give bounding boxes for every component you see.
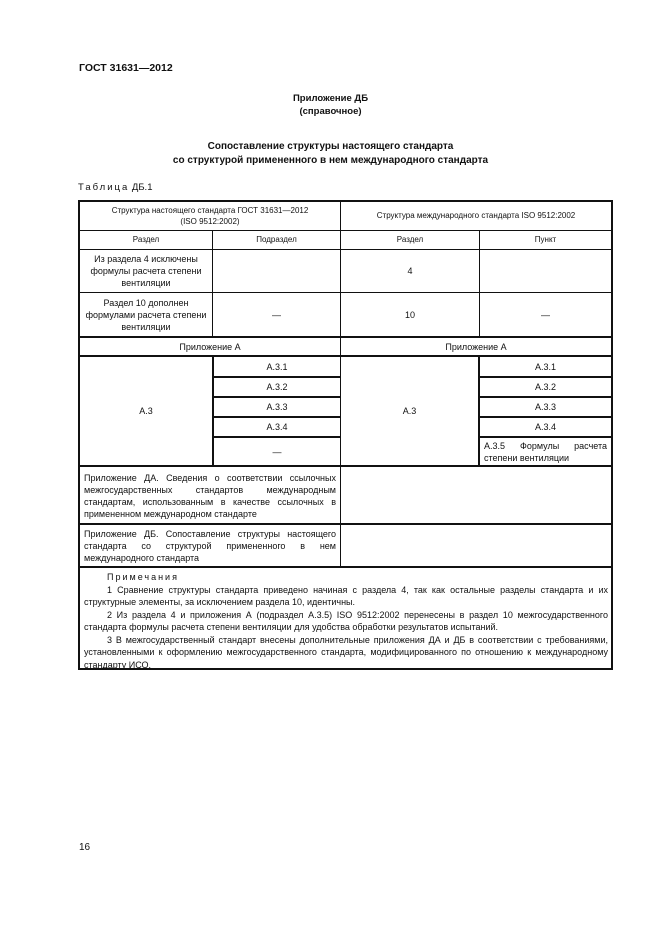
note-3: 3 В межгосударственный стандарт внесены дополнительные приложения ДА и ДБ в соответствии с требованиями, установленными к оформлению межгосударственного стандарта, модифицированного по отношению к международному стандарту ИСО.: [84, 634, 608, 670]
header-right: Структура международного стандарта ISO 9512:2002: [376, 211, 576, 220]
header-left-line2: (ISO 9512:2002): [180, 217, 240, 226]
sub-right-1: А.3.1: [534, 361, 556, 372]
row2-subsection: —: [272, 309, 281, 320]
sub-right-4: А.3.4: [534, 422, 556, 432]
standard-code: ГОСТ 31631—2012: [79, 62, 173, 74]
table-caption-prefix: Таблица: [78, 182, 130, 193]
appendix-title: Приложение ДБ: [292, 93, 369, 104]
annex-a-right: Приложение А: [445, 341, 507, 352]
col-item: Пункт: [534, 235, 557, 244]
sub-left-2: А.3.2: [266, 382, 288, 392]
section-heading-line1: Сопоставление структуры настоящего стандарта: [207, 141, 454, 152]
row2-section-right: 10: [404, 309, 415, 320]
notes-heading: Примечания: [107, 572, 179, 582]
annex-a-left: Приложение А: [179, 341, 241, 352]
col-subsection: Подраздел: [256, 235, 297, 244]
table-caption-number: ДБ.1: [131, 182, 153, 193]
a3-section-left: А.3: [139, 406, 153, 416]
table-notes: [84, 571, 608, 671]
note-2: 2 Из раздела 4 и приложения А (подраздел А.3.5) ISO 9512:2002 перенесены в раздел 10 межгосударственного стандарта формулы расчета степени вентиляции для удобства обработки результатов испытаний.: [84, 609, 608, 632]
sub-right-3: А.3.3: [534, 402, 556, 412]
row2-section-left: Раздел 10 дополнен формулами расчета степени вентиляции: [85, 297, 207, 332]
table-caption: [78, 182, 152, 193]
section-heading-line2: со структурой примененного в нем международного стандарта: [172, 155, 489, 166]
sub-left-3: А.3.3: [266, 402, 288, 412]
sub-left-5: —: [272, 446, 282, 457]
sub-left-4: А.3.4: [266, 422, 288, 432]
sub-left-1: А.3.1: [266, 361, 288, 372]
header-left-line1: Структура настоящего стандарта ГОСТ 31631—2012: [111, 206, 309, 215]
col-section-left: Раздел: [132, 235, 160, 244]
annex-da-row: Приложение ДА. Сведения о соответствии ссылочных межгосударственных стандартов международным стандартам, использованным в качестве ссылочных в примененном международном стандарте: [84, 472, 336, 519]
header-left: [80, 202, 340, 230]
row2-item: —: [541, 309, 550, 320]
col-section-right: Раздел: [396, 235, 424, 244]
note-1: 1 Сравнение структуры стандарта приведено начиная с раздела 4, так как остальные разделы стандарта и их структурные элементы, за исключением раздела 10, идентичны.: [84, 584, 608, 607]
row1-section-right: 4: [407, 266, 413, 276]
sub-right-2: А.3.2: [534, 382, 556, 392]
row1-section-left: Из раздела 4 исключены формулы расчета степени вентиляции: [90, 254, 202, 288]
annex-db-row: Приложение ДБ. Сопоставление структуры настоящего стандарта со структурой примененного в нем международного стандарта: [84, 528, 336, 563]
a3-section-right: А.3: [402, 406, 417, 416]
sub-right-5: А.3.5 Формулы расчета степени вентиляции: [484, 440, 607, 463]
appendix-type: (справочное): [299, 106, 362, 117]
page-number: 16: [79, 842, 91, 853]
